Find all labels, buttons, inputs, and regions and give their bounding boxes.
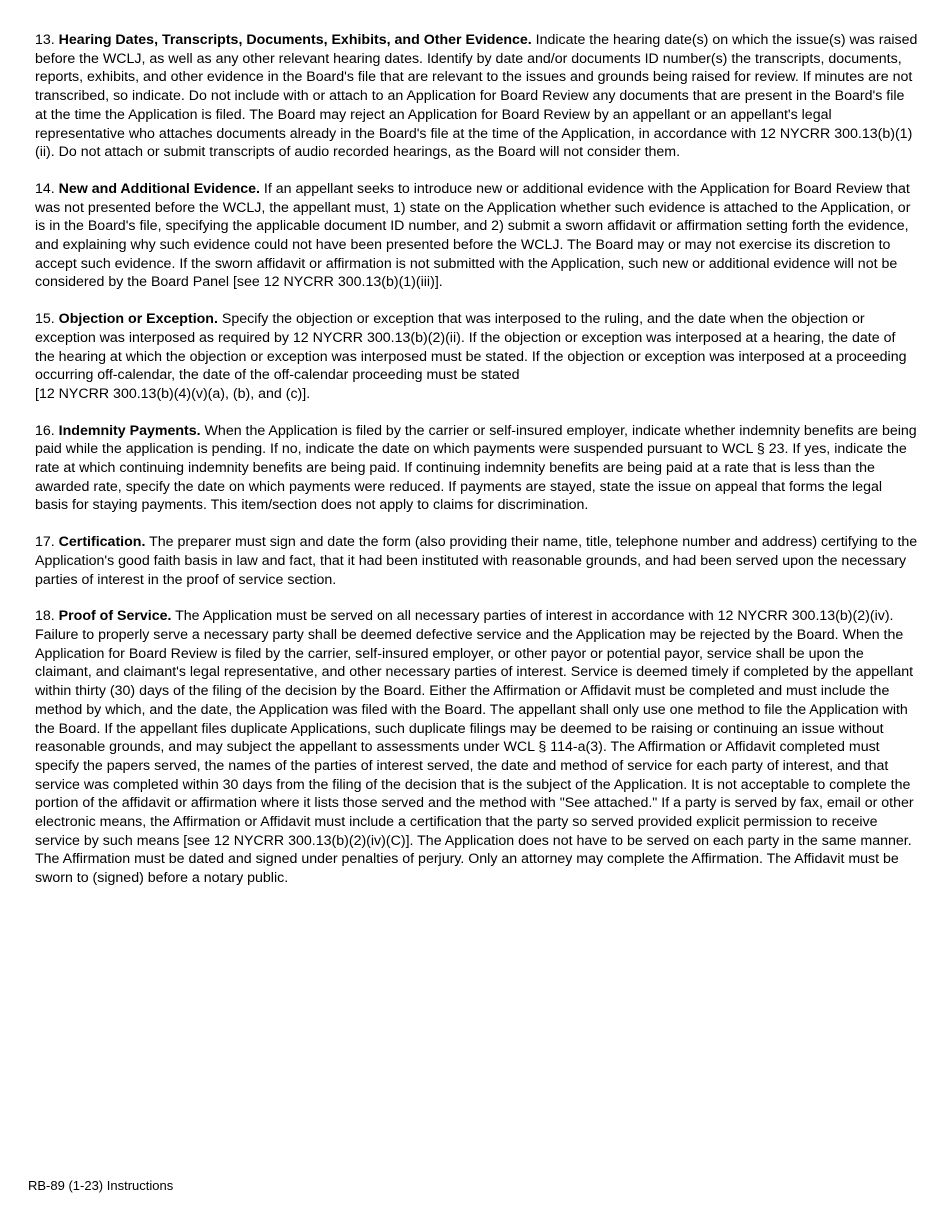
section-18-proof-of-service	[35, 607, 919, 888]
section-16-indemnity	[35, 422, 919, 516]
section-body: The Application must be served on all necessary parties of interest in accordance with 12 NYCRR 300.13(b)(2)(iv). Failure to properly serve a necessary party shall be deemed defective service and the Application may be rejected by the Board. When the Application for Board Review is filed by the carrier, self-insured employer, or other payor or potential payor, service shall be upon the claimant, and claimant's legal representative, and other necessary parties of interest. Service is deemed timely if completed by the appellant within thirty (30) days of the filing of the decision by the Board. Either the Affirmation or Affidavit must be completed and must include the method by which, and the date, the Application was filed with the Board. The appellant shall only use one method to file the Application with the Board. If the appellant files duplicate Applications, such duplicate filings may be deemed to be raising or continuing an issue without reasonable grounds, and may subject the appellant to assessments under WCL § 114-a(3). The Affirmation or Affidavit completed must specify the papers served, the names of the parties of interest served, the date and method of service for each party of interest, and that service was completed within 30 days from the filing of the decision that is the subject of the Application. It is not acceptable to complete the portion of the affidavit or affirmation where it lists those served and the method with "See attached." If a party is served by fax, email or other electronic means, the Affirmation or Affidavit must include a certification that the party so served provided explicit permission to receive service by such means [see 12 NYCRR 300.13(b)(2)(iv)(C)]. The Application does not have to be served on each party in the same manner. The Affirmation must be dated and signed under penalties of perjury. Only an attorney may complete the Affirmation. The Affidavit must be sworn to (signed) before a notary public.	[35, 608, 914, 887]
section-body: When the Application is filed by the carrier or self-insured employer, indicate whether indemnity benefits are being paid while the application is pending. If no, indicate the date on which payments were suspended pursuant to WCL § 23. If yes, indicate the rate at which continuing indemnity benefits are being paid. If continuing indemnity benefits are being paid at a rate that is less than the awarded rate, specify the date on which payments were reduced. If payments are stayed, state the issue on appeal that forms the legal basis for staying payments. This item/section does not apply to claims for discrimination.	[35, 422, 917, 514]
section-15-objection	[35, 310, 919, 404]
section-body: If an appellant seeks to introduce new or additional evidence with the Application for Board Review that was not presented before the WCLJ, the appellant must, 1) state on the Application whether such evidence is attached to the Application, or is in the Board's file, specifying the applicable document ID number, and 2) submit a sworn affidavit or affirmation setting forth the evidence, and explaining why such evidence could not have been presented before the WCLJ. The Board may or may not exercise its discretion to accept such evidence. If the sworn affidavit or affirmation is not submitted with the Application, such new or additional evidence will not be considered by the Board Panel [see 12 NYCRR 300.13(b)(1)(iii)].	[35, 180, 911, 291]
section-13-hearing-dates	[35, 31, 919, 162]
form-footer: RB-89 (1-23) Instructions	[28, 1178, 174, 1193]
section-number: 16.	[35, 422, 59, 439]
section-heading: Hearing Dates, Transcripts, Documents, Exhibits, and Other Evidence.	[58, 32, 532, 48]
section-heading: Indemnity Payments.	[58, 422, 201, 439]
section-heading: Proof of Service.	[58, 608, 172, 625]
instructions-page	[35, 31, 919, 906]
section-heading: New and Additional Evidence.	[58, 180, 260, 197]
section-number: 17.	[35, 534, 59, 551]
section-number: 18.	[35, 608, 59, 625]
section-number: 13.	[35, 32, 59, 48]
section-14-new-evidence	[35, 180, 919, 292]
section-body-citation: [12 NYCRR 300.13(b)(4)(v)(a), (b), and (c)].	[35, 385, 311, 402]
section-heading: Objection or Exception.	[58, 311, 218, 328]
section-body: Specify the objection or exception that was interposed to the ruling, and the date when the objection or exception was interposed as required by 12 NYCRR 300.13(b)(2)(ii). If the objection or exception was interposed at a hearing, the date of the hearing at which the objection or exception was interposed must be stated. If the objection or exception was interposed at a proceeding occurring off-calendar, the date of the off-calendar proceeding must be stated	[35, 311, 907, 384]
section-number: 15.	[35, 311, 59, 328]
section-heading: Certification.	[58, 534, 146, 551]
section-number: 14.	[35, 180, 59, 197]
section-body: Indicate the hearing date(s) on which the issue(s) was raised before the WCLJ, as well as any other relevant hearing dates. Identify by date and/or documents ID number(s) the transcripts, documents, reports, exhibits, and other evidence in the Board's file that are relevant to the issues and grounds being raised for review. If minutes are not transcribed, so indicate. Do not include with or attach to an Application for Board Review any documents that are present in the Board's file at the time the Application is filed. The Board may reject an Application for Board Review by an appellant or an appellant's legal representative who attaches documents already in the Board's file at the time of the Application, in accordance with 12 NYCRR 300.13(b)(1)(ii). Do not attach or submit transcripts of audio recorded hearings, as the Board will not consider them.	[35, 32, 918, 161]
section-body: The preparer must sign and date the form (also providing their name, title, telephone number and address) certifying to the Application's good faith basis in law and fact, that it had been instituted with reasonable grounds, and had been served upon the necessary parties of interest in the proof of service section.	[35, 534, 918, 588]
section-17-certification	[35, 533, 919, 589]
